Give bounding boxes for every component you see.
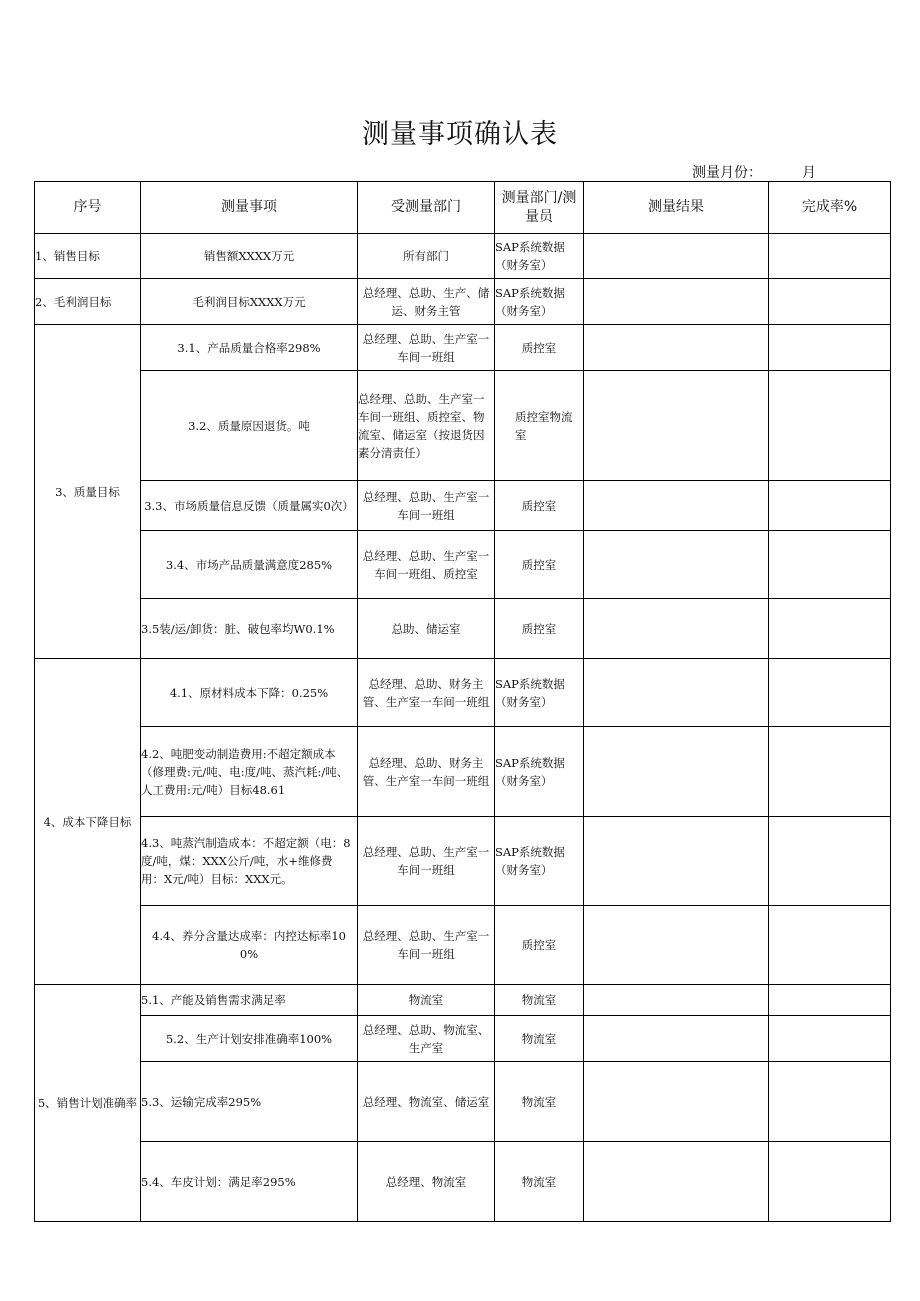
dept-cell: 总经理、总助、财务主管、生产室一车间一班组: [358, 659, 495, 727]
table-row: [35, 817, 891, 906]
rate-cell[interactable]: [769, 1142, 891, 1222]
item-cell: 3.5装/运/卸货：脏、破包率均W0.1%: [141, 599, 358, 659]
item-cell: 5.4、车皮计划：满足率295%: [141, 1142, 358, 1222]
measurer-cell: 物流室: [495, 1062, 584, 1142]
seq-cell: 1、销售目标: [35, 234, 141, 279]
seq-cell: 2、毛利润目标: [35, 279, 141, 325]
dept-cell: 总经理、总助、生产、储运、财务主管: [358, 279, 495, 325]
measure-month-label: 测量月份：: [692, 165, 762, 181]
rate-cell[interactable]: [769, 481, 891, 531]
measurer-cell: 质控室: [495, 906, 584, 985]
seq-cell-group-5: 5、销售计划准确率: [35, 985, 141, 1222]
rate-cell[interactable]: [769, 531, 891, 599]
header-measurer: 测量部门/测量员: [495, 182, 584, 234]
result-cell[interactable]: [584, 1016, 769, 1062]
table-row: [35, 279, 891, 325]
dept-cell: 总经理、总助、生产室一车间一班组、质控室、物流室、储运室（按退货因素分清责任）: [358, 371, 495, 481]
rate-cell[interactable]: [769, 727, 891, 817]
rate-cell[interactable]: [769, 599, 891, 659]
dept-cell: 总经理、总助、物流室、生产室: [358, 1016, 495, 1062]
item-cell: 3.2、质量原因退货。吨: [141, 371, 358, 481]
result-cell[interactable]: [584, 325, 769, 371]
measurer-cell: 质控室物流室: [495, 371, 584, 481]
table-row: [35, 659, 891, 727]
measurer-cell: 物流室: [495, 1142, 584, 1222]
measurement-table: [34, 181, 891, 1222]
item-cell: 3.3、市场质量信息反馈（质量属实0次）: [141, 481, 358, 531]
item-cell: 5.3、运输完成率295%: [141, 1062, 358, 1142]
dept-cell: 总助、储运室: [358, 599, 495, 659]
rate-cell[interactable]: [769, 234, 891, 279]
result-cell[interactable]: [584, 234, 769, 279]
table-row: [35, 371, 891, 481]
rate-cell[interactable]: [769, 325, 891, 371]
item-cell: 销售额XXXX万元: [141, 234, 358, 279]
table-row: [35, 1142, 891, 1222]
item-cell: 4.3、吨蒸汽制造成本：不超定额（电：8度/吨，煤：XXX公斤/吨，水+维修费用：X元/吨）目标：XXX元。: [141, 817, 358, 906]
result-cell[interactable]: [584, 985, 769, 1016]
result-cell[interactable]: [584, 727, 769, 817]
result-cell[interactable]: [584, 371, 769, 481]
measurer-cell: 质控室: [495, 325, 584, 371]
measurer-cell: SAP系统数据（财务室）: [495, 659, 584, 727]
item-cell: 3.4、市场产品质量满意度285%: [141, 531, 358, 599]
result-cell[interactable]: [584, 1062, 769, 1142]
table-row: [35, 481, 891, 531]
result-cell[interactable]: [584, 1142, 769, 1222]
seq-cell-group-4: 4、成本下降目标: [35, 659, 141, 985]
page-title: 测量事项确认表: [362, 119, 558, 150]
result-cell[interactable]: [584, 481, 769, 531]
dept-cell: 总经理、总助、生产室一车间一班组: [358, 325, 495, 371]
dept-cell: 总经理、总助、生产室一车间一班组: [358, 906, 495, 985]
header-row: [35, 182, 891, 234]
rate-cell[interactable]: [769, 1062, 891, 1142]
item-cell: 3.1、产品质量合格率298%: [141, 325, 358, 371]
measurer-cell: SAP系统数据（财务室）: [495, 727, 584, 817]
rate-cell[interactable]: [769, 659, 891, 727]
seq-cell-group-3: 3、质量目标: [35, 325, 141, 659]
dept-cell: 总经理、物流室、储运室: [358, 1062, 495, 1142]
result-cell[interactable]: [584, 599, 769, 659]
table-row: [35, 325, 891, 371]
dept-cell: 总经理、总助、生产室一车间一班组: [358, 817, 495, 906]
measurer-cell: SAP系统数据（财务室）: [495, 817, 584, 906]
item-cell: 4.4、养分含量达成率：内控达标率100%: [141, 906, 358, 985]
dept-cell: 总经理、总助、生产室一车间一班组、质控室: [358, 531, 495, 599]
dept-cell: 总经理、总助、生产室一车间一班组: [358, 481, 495, 531]
table-row: [35, 234, 891, 279]
measure-month-unit: 月: [802, 165, 816, 181]
result-cell[interactable]: [584, 279, 769, 325]
table-row: [35, 727, 891, 817]
measurer-cell: 物流室: [495, 985, 584, 1016]
dept-cell: 所有部门: [358, 234, 495, 279]
measurer-cell: 质控室: [495, 531, 584, 599]
item-cell: 4.2、吨肥变动制造费用:不超定额成本（修理费:元/吨、电:度/吨、蒸汽耗:/吨、人工费用:元/吨）目标48.61: [141, 727, 358, 817]
rate-cell[interactable]: [769, 817, 891, 906]
measure-month-field: [692, 162, 816, 182]
header-rate: 完成率%: [769, 182, 891, 234]
result-cell[interactable]: [584, 906, 769, 985]
header-dept: 受测量部门: [358, 182, 495, 234]
dept-cell: 物流室: [358, 985, 495, 1016]
measurer-cell: 质控室: [495, 481, 584, 531]
item-cell: 4.1、原材料成本下降：0.25%: [141, 659, 358, 727]
item-cell: 5.2、生产计划安排准确率100%: [141, 1016, 358, 1062]
result-cell[interactable]: [584, 531, 769, 599]
rate-cell[interactable]: [769, 1016, 891, 1062]
measurer-cell: 质控室: [495, 599, 584, 659]
measurer-cell: SAP系统数据（财务室）: [495, 279, 584, 325]
table-row: [35, 531, 891, 599]
table-row: [35, 1016, 891, 1062]
header-result: 测量结果: [584, 182, 769, 234]
dept-cell: 总经理、物流室: [358, 1142, 495, 1222]
table-row: [35, 1062, 891, 1142]
table-row: [35, 599, 891, 659]
result-cell[interactable]: [584, 659, 769, 727]
rate-cell[interactable]: [769, 279, 891, 325]
item-cell: 5.1、产能及销售需求满足率: [141, 985, 358, 1016]
rate-cell[interactable]: [769, 371, 891, 481]
dept-cell: 总经理、总助、财务主管、生产室一车间一班组: [358, 727, 495, 817]
table-row: [35, 906, 891, 985]
rate-cell[interactable]: [769, 985, 891, 1016]
header-seq: 序号: [35, 182, 141, 234]
measurer-cell: 物流室: [495, 1016, 584, 1062]
table-row: [35, 985, 891, 1016]
rate-cell[interactable]: [769, 906, 891, 985]
measurer-cell: SAP系统数据（财务室）: [495, 234, 584, 279]
header-item: 测量事项: [141, 182, 358, 234]
result-cell[interactable]: [584, 817, 769, 906]
item-cell: 毛利润目标XXXX万元: [141, 279, 358, 325]
